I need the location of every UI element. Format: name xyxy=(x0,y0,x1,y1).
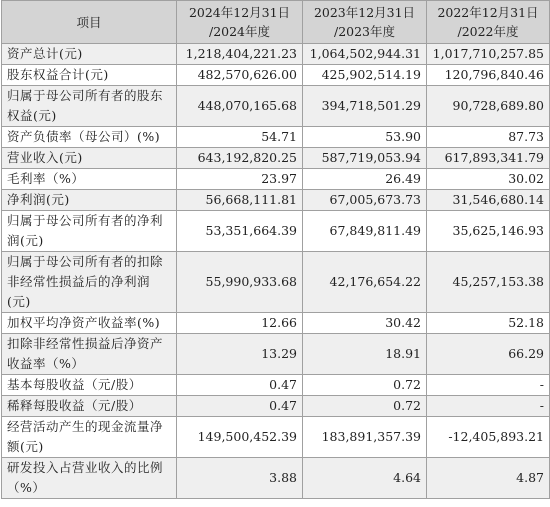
row-label: 经营活动产生的现金流量净额(元) xyxy=(2,417,177,458)
value-2022: 31,546,680.14 xyxy=(427,190,550,211)
row-label: 归属于母公司所有者的净利润(元) xyxy=(2,211,177,252)
table-row xyxy=(2,375,550,396)
value-2023: 1,064,502,944.31 xyxy=(303,44,427,65)
header-2022-line2: /2022年度 xyxy=(457,24,519,39)
header-2022-line1: 2022年12月31日 xyxy=(437,5,539,20)
table-row xyxy=(2,65,550,86)
value-2022: 90,728,689.80 xyxy=(427,86,550,127)
value-2023: 394,718,501.29 xyxy=(303,86,427,127)
value-2022: 120,796,840.46 xyxy=(427,65,550,86)
value-2024: 0.47 xyxy=(177,375,303,396)
value-2024: 56,668,111.81 xyxy=(177,190,303,211)
value-2022: 66.29 xyxy=(427,334,550,375)
value-2024: 55,990,933.68 xyxy=(177,252,303,313)
value-2023: 67,005,673.73 xyxy=(303,190,427,211)
value-2022: 87.73 xyxy=(427,127,550,148)
row-label: 毛利率（%） xyxy=(2,169,177,190)
value-2024: 23.97 xyxy=(177,169,303,190)
value-2024: 0.47 xyxy=(177,396,303,417)
row-label: 研发投入占营业收入的比例（%） xyxy=(2,458,177,499)
header-2024-line1: 2024年12月31日 xyxy=(188,5,291,20)
row-label: 稀释每股收益（元/股） xyxy=(2,396,177,417)
value-2024: 643,192,820.25 xyxy=(177,148,303,169)
value-2022: 35,625,146.93 xyxy=(427,211,550,252)
row-label: 净利润(元) xyxy=(2,190,177,211)
row-label: 股东权益合计(元) xyxy=(2,65,177,86)
value-2022: 52.18 xyxy=(427,313,550,334)
table-row xyxy=(2,334,550,375)
row-label: 归属于母公司所有者的扣除非经常性损益后的净利润(元) xyxy=(2,252,177,313)
value-2023: 4.64 xyxy=(303,458,427,499)
row-label: 基本每股收益（元/股） xyxy=(2,375,177,396)
table-row xyxy=(2,313,550,334)
value-2022: 45,257,153.38 xyxy=(427,252,550,313)
value-2023: 67,849,811.49 xyxy=(303,211,427,252)
table-row xyxy=(2,252,550,313)
value-2023: 26.49 xyxy=(303,169,427,190)
table-row xyxy=(2,148,550,169)
value-2022: 30.02 xyxy=(427,169,550,190)
value-2023: 53.90 xyxy=(303,127,427,148)
row-label: 营业收入(元) xyxy=(2,148,177,169)
row-label: 扣除非经常性损益后净资产收益率（%） xyxy=(2,334,177,375)
value-2024: 3.88 xyxy=(177,458,303,499)
value-2024: 1,218,404,221.23 xyxy=(177,44,303,65)
value-2024: 54.71 xyxy=(177,127,303,148)
header-item: 项目 xyxy=(2,1,177,44)
header-2024 xyxy=(177,1,303,44)
value-2023: 183,891,357.39 xyxy=(303,417,427,458)
value-2024: 12.66 xyxy=(177,313,303,334)
financial-data-table xyxy=(1,0,550,499)
header-2023-line1: 2023年12月31日 xyxy=(313,5,416,20)
row-label: 资产负债率（母公司）(%) xyxy=(2,127,177,148)
table-row xyxy=(2,458,550,499)
value-2023: 18.91 xyxy=(303,334,427,375)
table-row xyxy=(2,190,550,211)
table-row xyxy=(2,169,550,190)
value-2024: 448,070,165.68 xyxy=(177,86,303,127)
table-row xyxy=(2,127,550,148)
table-row xyxy=(2,417,550,458)
value-2022: 1,017,710,257.85 xyxy=(427,44,550,65)
value-2024: 13.29 xyxy=(177,334,303,375)
table-header-row xyxy=(2,1,550,44)
header-2022 xyxy=(427,1,550,44)
header-2024-line2: /2024年度 xyxy=(208,24,271,39)
header-2023-line2: /2023年度 xyxy=(333,24,396,39)
value-2023: 587,719,053.94 xyxy=(303,148,427,169)
value-2024: 149,500,452.39 xyxy=(177,417,303,458)
value-2022: 4.87 xyxy=(427,458,550,499)
row-label: 加权平均净资产收益率(%) xyxy=(2,313,177,334)
value-2023: 42,176,654.22 xyxy=(303,252,427,313)
value-2022: - xyxy=(427,375,550,396)
value-2024: 482,570,626.00 xyxy=(177,65,303,86)
value-2023: 30.42 xyxy=(303,313,427,334)
value-2022: - xyxy=(427,396,550,417)
value-2022: -12,405,893.21 xyxy=(427,417,550,458)
table-row xyxy=(2,44,550,65)
value-2023: 425,902,514.19 xyxy=(303,65,427,86)
value-2023: 0.72 xyxy=(303,375,427,396)
row-label: 资产总计(元) xyxy=(2,44,177,65)
value-2022: 617,893,341.79 xyxy=(427,148,550,169)
header-2023 xyxy=(303,1,427,44)
value-2023: 0.72 xyxy=(303,396,427,417)
row-label: 归属于母公司所有者的股东权益(元) xyxy=(2,86,177,127)
table-row xyxy=(2,396,550,417)
table-row xyxy=(2,211,550,252)
table-row xyxy=(2,86,550,127)
value-2024: 53,351,664.39 xyxy=(177,211,303,252)
